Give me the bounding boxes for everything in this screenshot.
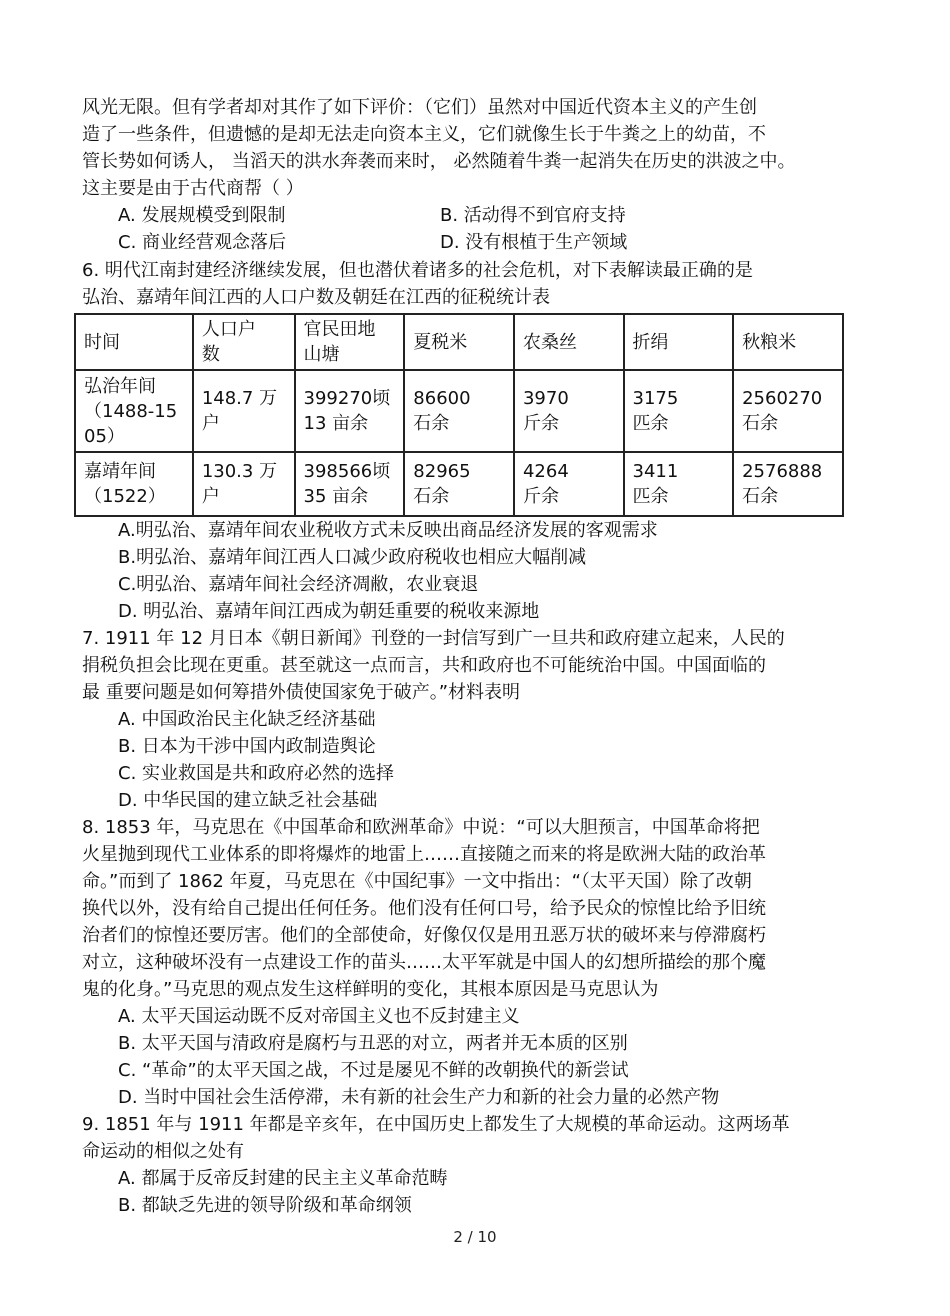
table-cell: 86600 石余 <box>404 370 514 452</box>
table-cell: 399270顷 13 亩余 <box>295 370 405 452</box>
header-cell: 折绢 <box>624 314 734 370</box>
header-cell: 时间 <box>75 314 193 370</box>
header-cell: 农桑丝 <box>514 314 624 370</box>
q5-line-1: 风光无限。但有学者却对其作了如下评价：（它们）虽然对中国近代资本主义的产生创 <box>82 97 757 118</box>
q6-option-c: C.明弘治、嘉靖年间社会经济凋敝，农业衰退 <box>118 574 479 595</box>
q5-line-2: 造了一些条件，但遗憾的是却无法走向资本主义，它们就像生长于牛粪之上的幼苗，不 <box>82 124 766 145</box>
q6-question: 6. 明代江南封建经济继续发展，但也潜伏着诸多的社会危机，对下表解读最正确的是 <box>82 260 753 281</box>
table-cell: 3175 匹余 <box>624 370 734 452</box>
table-row <box>75 452 843 516</box>
q7-line-2: 捐税负担会比现在更重。甚至就这一点而言，共和政府也不可能统治中国。中国面临的 <box>82 655 766 676</box>
table-cell: 2576888 石余 <box>733 452 843 516</box>
table-cell: 2560270 石余 <box>733 370 843 452</box>
q8-line-3: 命。”而到了 1862 年夏，马克思在《中国纪事》一文中指出：“（太平天国）除了改朝 <box>82 871 752 892</box>
table-cell: 3970 斤余 <box>514 370 624 452</box>
q6-table-title: 弘治、嘉靖年间江西的人口户数及朝廷在江西的征税统计表 <box>82 287 550 308</box>
q8-line-2: 火星抛到现代工业体系的即将爆炸的地雷上……直接随之而来的将是欧洲大陆的政治革 <box>82 844 766 865</box>
table-cell: 398566顷 35 亩余 <box>295 452 405 516</box>
q7-option-b: B. 日本为干涉中国内政制造舆论 <box>118 736 376 757</box>
tax-stats-table <box>74 313 844 517</box>
page-number: 2 / 10 <box>453 1228 497 1246</box>
q9-option-b: B. 都缺乏先进的领导阶级和革命纲领 <box>118 1195 412 1216</box>
q5-line-4: 这主要是由于古代商帮（ ） <box>82 178 304 199</box>
q5-option-a: A. 发展规模受到限制 <box>118 205 286 226</box>
table-cell: 148.7 万 户 <box>193 370 295 452</box>
table-header-row <box>75 314 843 370</box>
q8-line-4: 换代以外，没有给自己提出任何任务。他们没有任何口号，给予民众的惊惶比给予旧统 <box>82 898 766 919</box>
header-cell: 人口户 数 <box>193 314 295 370</box>
header-cell: 秋粮米 <box>733 314 843 370</box>
q8-option-d: D. 当时中国社会生活停滞，未有新的社会生产力和新的社会力量的必然产物 <box>118 1087 720 1108</box>
q8-line-5: 治者们的惊惶还要厉害。他们的全部使命，好像仅仅是用丑恶万状的破坏来与停滞腐朽 <box>82 925 766 946</box>
q8-option-c: C. “革命”的太平天国之战，不过是屡见不鲜的改朝换代的新尝试 <box>118 1060 629 1081</box>
q9-option-a: A. 都属于反帝反封建的民主主义革命范畴 <box>118 1168 448 1189</box>
table-row <box>75 370 843 452</box>
q9-line-1: 9. 1851 年与 1911 年都是辛亥年，在中国历史上都发生了大规模的革命运动。这两场革 <box>82 1114 790 1135</box>
q5-option-d: D. 没有根植于生产领域 <box>440 232 628 253</box>
q9-line-2: 命运动的相似之处有 <box>82 1141 244 1162</box>
table-cell: 4264 斤余 <box>514 452 624 516</box>
header-cell: 官民田地 山塘 <box>295 314 405 370</box>
header-cell: 夏税米 <box>404 314 514 370</box>
table-cell: 130.3 万 户 <box>193 452 295 516</box>
q8-line-1: 8. 1853 年，马克思在《中国革命和欧洲革命》中说：“可以大胆预言，中国革命将把 <box>82 817 760 838</box>
q8-option-b: B. 太平天国与清政府是腐朽与丑恶的对立，两者并无本质的区别 <box>118 1033 628 1054</box>
q7-line-3: 最 重要问题是如何筹措外债使国家免于破产。”材料表明 <box>82 682 521 703</box>
q8-option-a: A. 太平天国运动既不反对帝国主义也不反封建主义 <box>118 1006 520 1027</box>
table-cell: 嘉靖年间 （1522） <box>75 452 193 516</box>
q6-option-a: A.明弘治、嘉靖年间农业税收方式未反映出商品经济发展的客观需求 <box>118 520 658 541</box>
table-cell: 3411 匹余 <box>624 452 734 516</box>
q7-line-1: 7. 1911 年 12 月日本《朝日新闻》刊登的一封信写到广一旦共和政府建立起来，人民的 <box>82 628 785 649</box>
table-cell: 弘治年间 （1488-15 05） <box>75 370 193 452</box>
q7-option-a: A. 中国政治民主化缺乏经济基础 <box>118 709 376 730</box>
q7-option-c: C. 实业救国是共和政府必然的选择 <box>118 763 395 784</box>
table-cell: 82965 石余 <box>404 452 514 516</box>
q5-line-3: 管长势如何诱人， 当滔天的洪水奔袭而来时， 必然随着牛粪一起消失在历史的洪波之中。 <box>82 151 796 172</box>
q8-line-7: 鬼的化身。”马克思的观点发生这样鲜明的变化，其根本原因是马克思认为 <box>82 979 659 1000</box>
q7-option-d: D. 中华民国的建立缺乏社会基础 <box>118 790 378 811</box>
q6-option-d: D. 明弘治、嘉靖年间江西成为朝廷重要的税收来源地 <box>118 601 540 622</box>
q8-line-6: 对立，这种破坏没有一点建设工作的苗头……太平军就是中国人的幻想所描绘的那个魔 <box>82 952 766 973</box>
q5-option-c: C. 商业经营观念落后 <box>118 232 287 253</box>
q6-option-b: B.明弘治、嘉靖年间江西人口减少政府税收也相应大幅削减 <box>118 547 587 568</box>
q5-option-b: B. 活动得不到官府支持 <box>440 205 626 226</box>
